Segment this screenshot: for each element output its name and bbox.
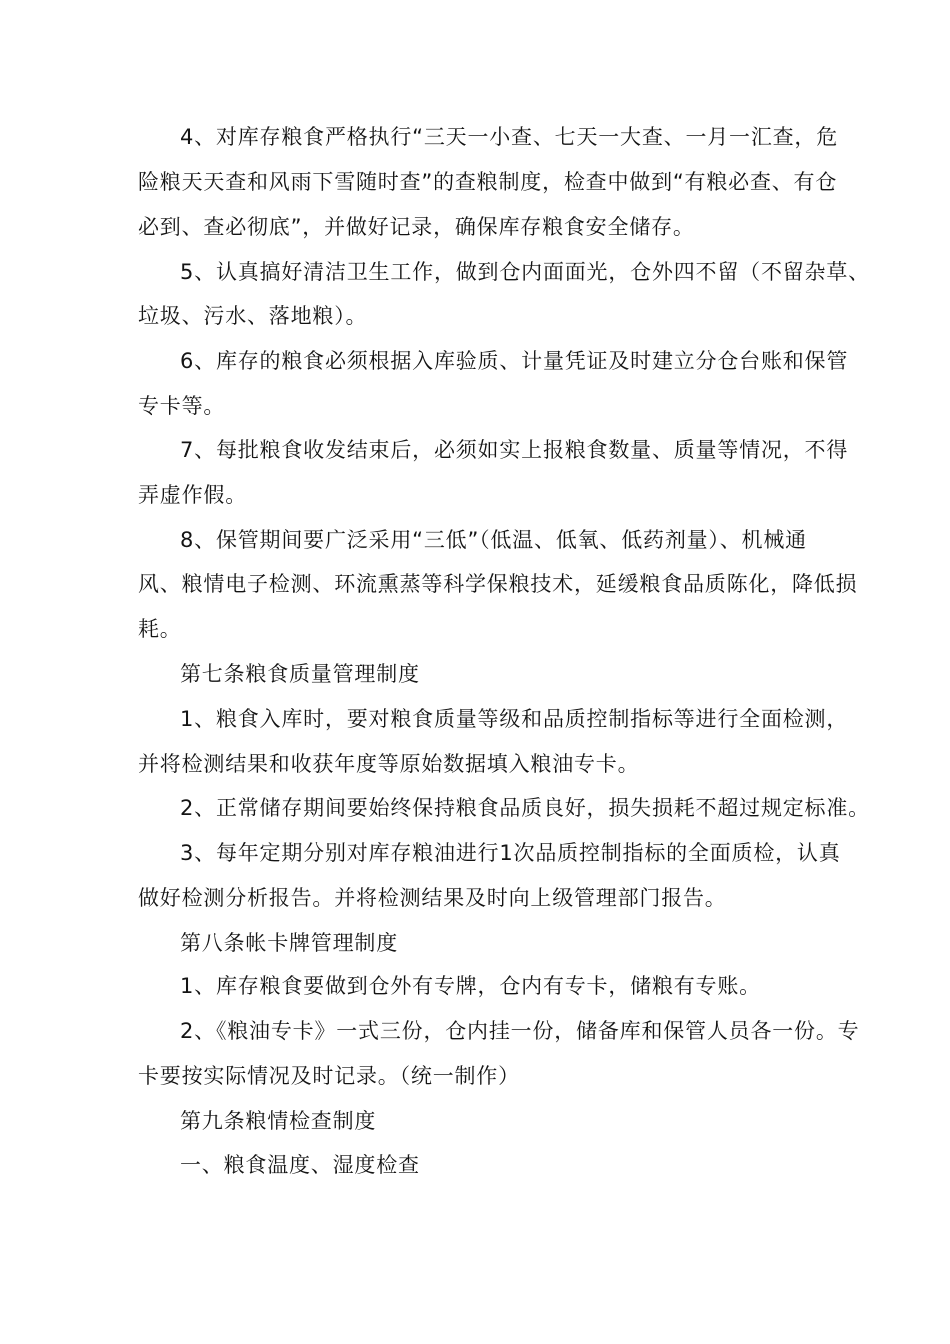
section-7-item-1-line-1: 1、粮食入库时，要对粮食质量等级和品质控制指标等进行全面检测， — [180, 707, 849, 731]
section-8-item-2-line-1: 2、《粮油专卡》一式三份，仓内挂一份，储备库和保管人员各一份。专 — [180, 1019, 860, 1043]
paragraph-5-line-2: 垃圾、污水、落地粮）。 — [138, 304, 368, 328]
section-9-subheading: 一、粮食温度、湿度检查 — [180, 1153, 420, 1177]
paragraph-6-line-1: 6、库存的粮食必须根据入库验质、计量凭证及时建立分仓台账和保管 — [180, 349, 849, 373]
section-7-item-3-line-2: 做好检测分析报告。并将检测结果及时向上级管理部门报告。 — [138, 886, 727, 910]
paragraph-4-line-2: 险粮天天查和风雨下雪随时查”的查粮制度，检查中做到“有粮必查、有仓 — [138, 170, 838, 194]
paragraph-8-line-2: 风、粮情电子检测、环流熏蒸等科学保粮技术，延缓粮食品质陈化，降低损 — [138, 572, 858, 596]
paragraph-7-line-2: 弄虚作假。 — [138, 483, 247, 507]
section-7-item-2: 2、正常储存期间要始终保持粮食品质良好，损失损耗不超过规定标准。 — [180, 796, 870, 820]
paragraph-4-line-1: 4、对库存粮食严格执行“三天一小查、七天一大查、一月一汇查，危 — [180, 125, 839, 149]
section-7-item-1-line-2: 并将检测结果和收获年度等原始数据填入粮油专卡。 — [138, 752, 640, 776]
paragraph-8-line-1: 8、保管期间要广泛采用“三低”（低温、低氧、低药剂量）、机械通 — [180, 528, 807, 552]
paragraph-8-line-3: 耗。 — [138, 617, 182, 641]
paragraph-4-line-3: 必到、查必彻底”，并做好记录，确保库存粮食安全储存。 — [138, 215, 695, 239]
section-8-item-2-line-2: 卡要按实际情况及时记录。（统一制作） — [138, 1064, 520, 1088]
section-7-item-3-line-1: 3、每年定期分别对库存粮油进行1次品质控制指标的全面质检，认真 — [180, 841, 841, 865]
section-8-heading: 第八条帐卡牌管理制度 — [180, 931, 398, 955]
paragraph-6-line-2: 专卡等。 — [138, 394, 226, 418]
paragraph-7-line-1: 7、每批粮食收发结束后，必须如实上报粮食数量、质量等情况，不得 — [180, 438, 849, 462]
section-8-item-1: 1、库存粮食要做到仓外有专牌，仓内有专卡，储粮有专账。 — [180, 974, 761, 998]
section-7-heading: 第七条粮食质量管理制度 — [180, 662, 420, 686]
paragraph-5-line-1: 5、认真搞好清洁卫生工作，做到仓内面面光，仓外四不留（不留杂草、 — [180, 260, 870, 284]
section-9-heading: 第九条粮情检查制度 — [180, 1109, 377, 1133]
